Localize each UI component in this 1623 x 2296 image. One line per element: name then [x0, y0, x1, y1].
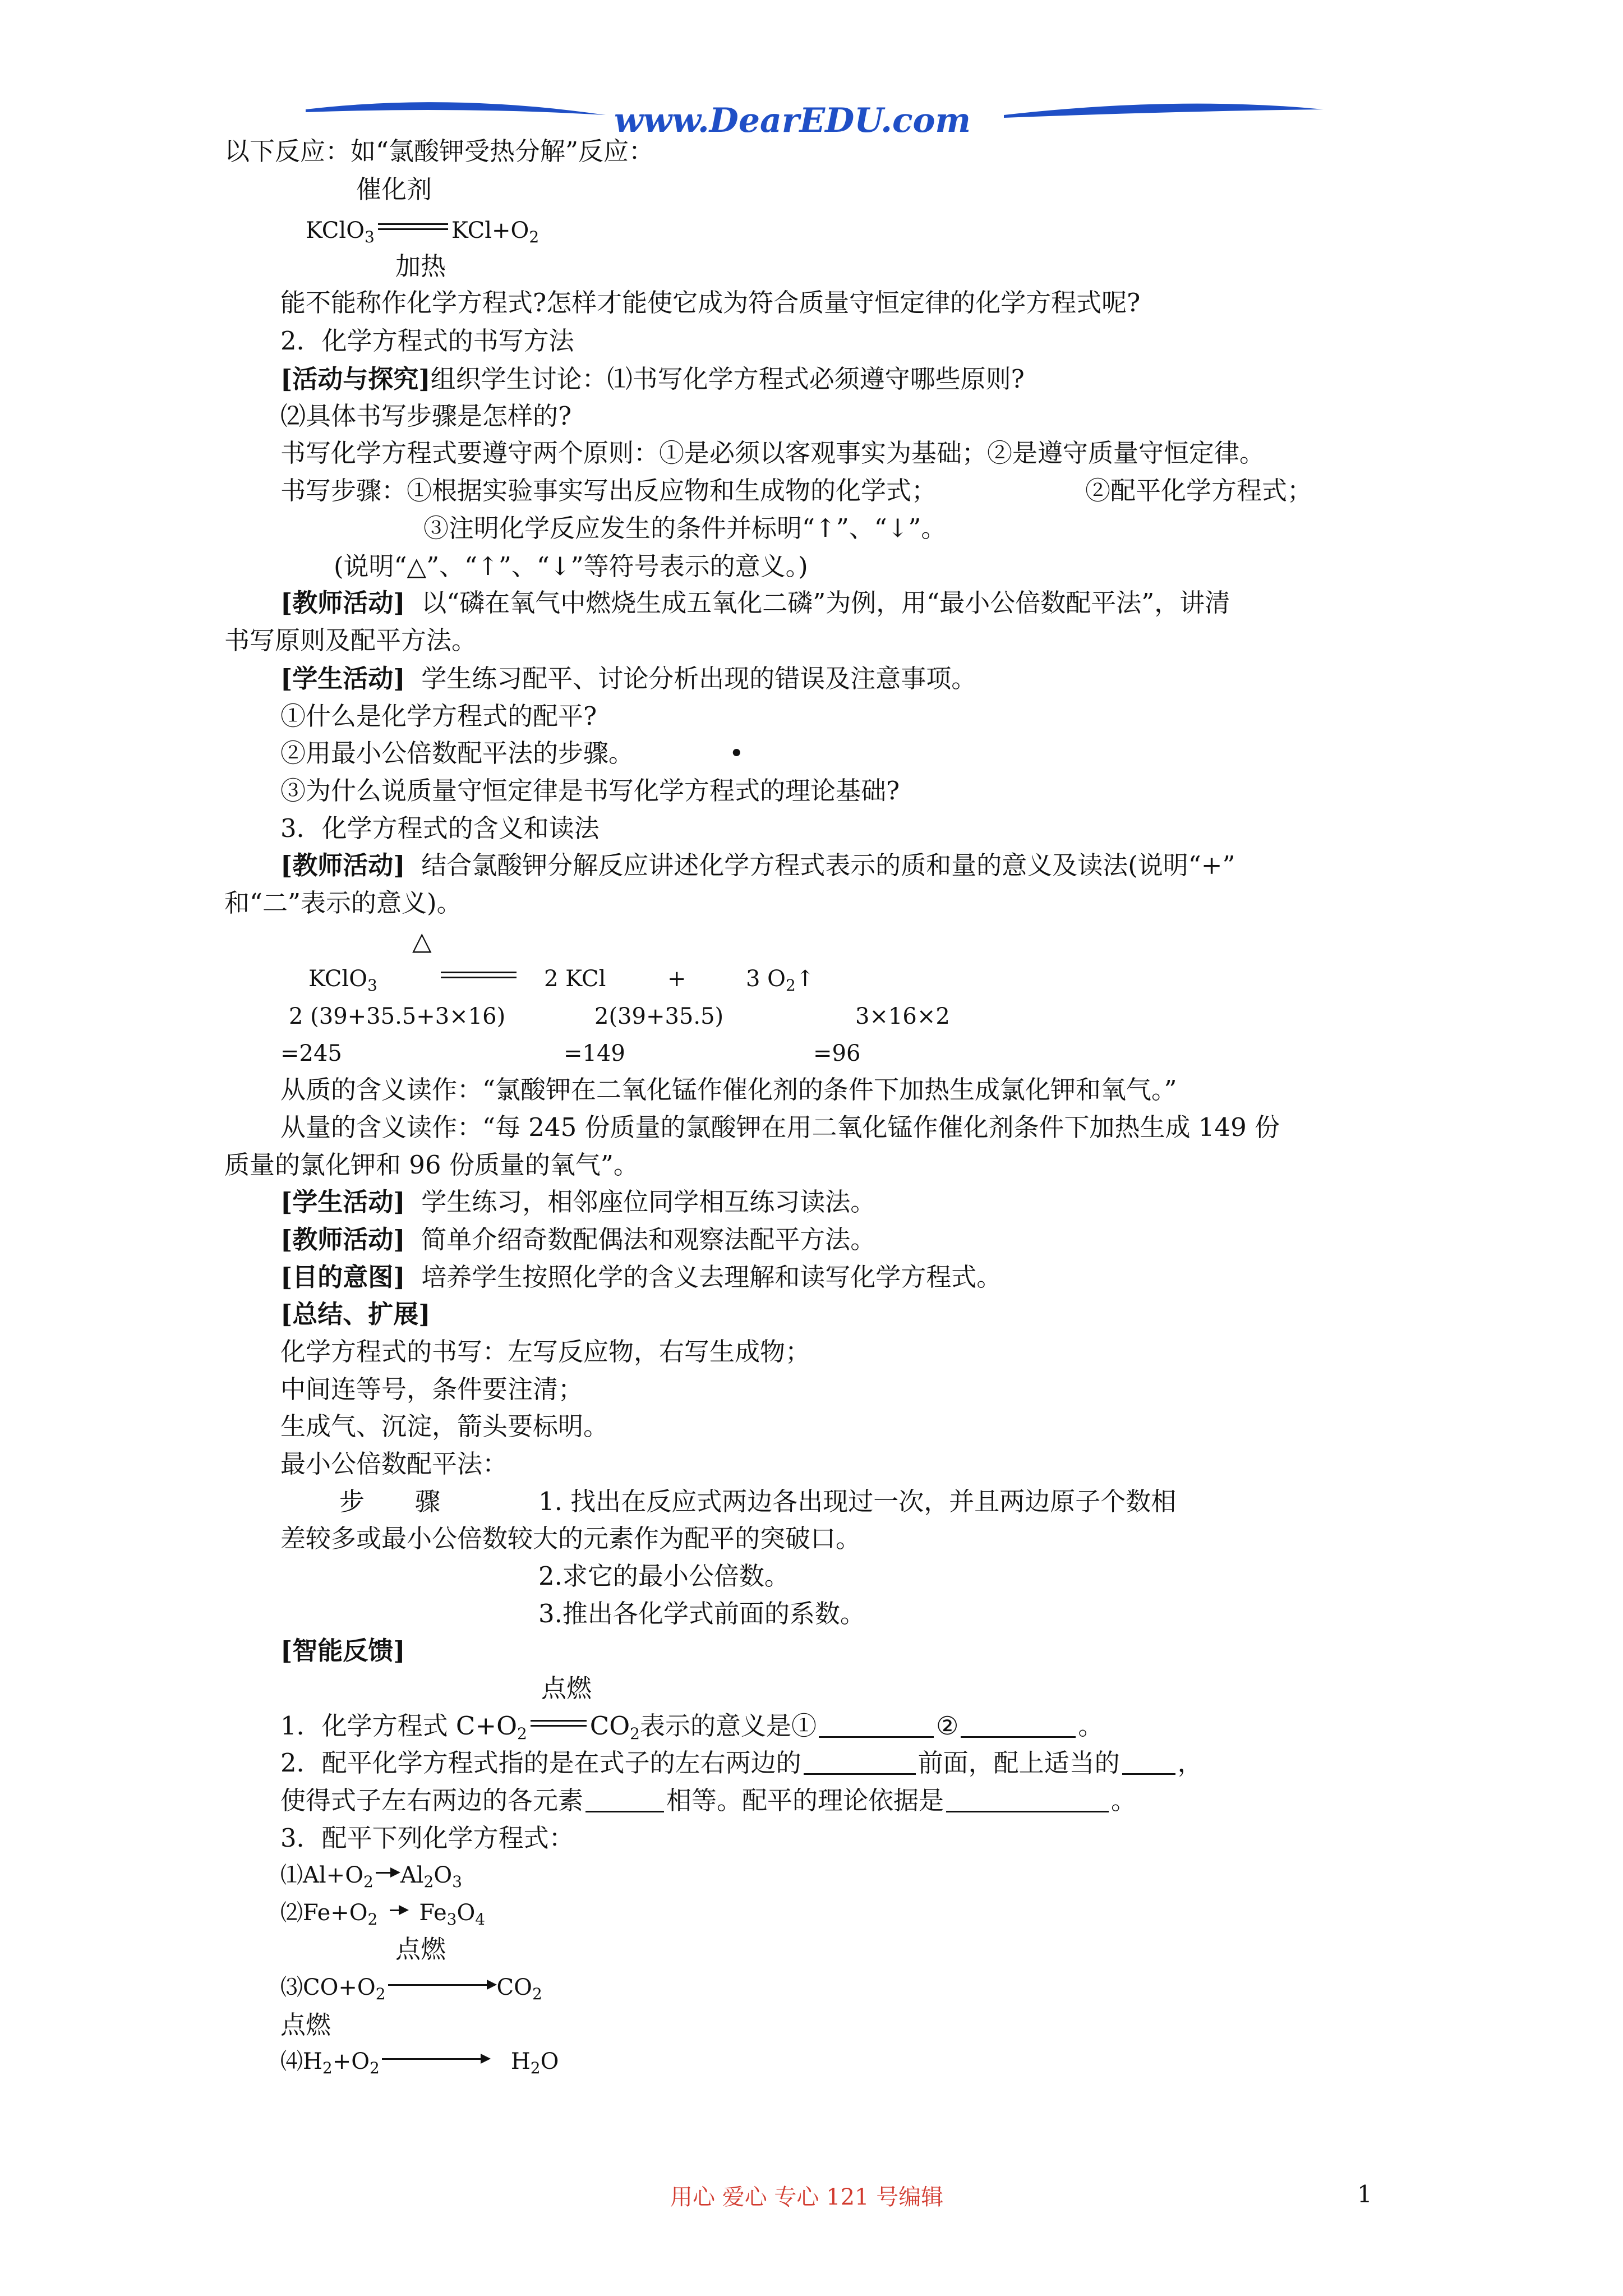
result-3: =96 [813, 1041, 861, 1066]
p2-text-c: O [457, 1900, 476, 1926]
mass-3: 3×16×2 [855, 1004, 950, 1029]
p4-text-d: O [540, 2049, 559, 2074]
teacher-activity-2-cont: 和“二”表示的意义)。 [224, 888, 462, 918]
p4-sub2: 2 [370, 2059, 380, 2077]
aim-line [280, 1260, 1002, 1294]
p4-sub: 2 [322, 2059, 333, 2077]
activity-tag: [活动与探究] [280, 364, 431, 394]
feedback-q3: 3．配平下列化学方程式： [280, 1823, 574, 1853]
fb2-blank-1[interactable] [804, 1749, 916, 1775]
page-number: 1 [1357, 2180, 1372, 2208]
teacher-activity-1-cont: 书写原则及配平方法。 [224, 625, 477, 655]
p4-ignite-label: 点燃 [280, 2010, 331, 2040]
intro-line: 以下反应：如“氯酸钾受热分解”反应： [224, 136, 654, 166]
feedback-q1 [280, 1709, 1103, 1743]
aim-tag: [目的意图] [280, 1262, 405, 1292]
problem-3 [280, 1971, 542, 2004]
student-text-2: 学生练习，相邻座位同学相互练习读法。 [421, 1187, 876, 1217]
eq1-catalyst-label: 催化剂 [356, 174, 432, 204]
teacher-text-3: 简单介绍奇数配偶法和观察法配平方法。 [421, 1225, 876, 1254]
student-activity-1 [280, 662, 976, 696]
p1-sub3: 3 [452, 1872, 462, 1891]
fb1-ignite-label: 点燃 [541, 1673, 592, 1703]
p2-text-b: Fe [419, 1900, 447, 1926]
teacher-tag-2: [教师活动] [280, 850, 405, 880]
eq1-reactant: KClO [306, 218, 365, 243]
question-line: 能不能称作化学方程式?怎样才能使它成为符合质量守恒定律的化学方程式呢? [280, 288, 1141, 318]
teacher-activity-3 [280, 1223, 875, 1257]
fb2b-text-b: 相等。配平的理论依据是 [666, 1786, 944, 1815]
eq2-kclo: KClO [308, 966, 367, 992]
site-logo: www.DearEDU.com [614, 101, 971, 140]
eq1-heat-label: 加热 [395, 251, 446, 281]
aim-text: 培养学生按照化学的含义去理解和读写化学方程式。 [421, 1262, 1002, 1292]
fb1-blank-2[interactable] [961, 1711, 1076, 1738]
lcm-heading: 最小公倍数配平法： [280, 1449, 508, 1479]
section-2-title: 2．化学方程式的书写方法 [280, 326, 574, 356]
eq1-equals-sign [378, 223, 448, 230]
problem-1 [280, 1858, 462, 1892]
p4-arrow [382, 2058, 488, 2060]
p4-text-c: H [510, 2049, 531, 2074]
p3-sub: 2 [375, 1985, 386, 2003]
fb2-blank-2[interactable] [1122, 1749, 1175, 1775]
symbols-explanation: (说明“△”、“↑”、“↓”等符号表示的意义。) [334, 551, 808, 581]
summary-heading: [总结、扩展] [280, 1299, 431, 1329]
feedback-q2 [280, 1746, 1203, 1780]
eq2-plus: + [667, 966, 686, 992]
lcm-step-2: 2.求它的最小公倍数。 [538, 1561, 790, 1591]
fb1-sub: 2 [517, 1724, 527, 1743]
student-tag-1: [学生活动] [280, 664, 405, 693]
activity-text: 组织学生讨论：⑴书写化学方程式必须遵守哪些原则? [430, 364, 1025, 394]
summary-line-3: 生成气、沉淀，箭头要标明。 [280, 1411, 609, 1441]
lcm-step-3: 3.推出各化学式前面的系数。 [538, 1599, 865, 1628]
p4-text-a: ⑷H [280, 2049, 322, 2074]
p3-arrow [388, 1984, 495, 1986]
teacher-tag-3: [教师活动] [280, 1225, 405, 1254]
student-activity-2 [280, 1185, 875, 1219]
reading-quantity-cont: 质量的氯化钾和 96 份质量的氧气”。 [224, 1150, 639, 1180]
p2-arrow [390, 1910, 407, 1911]
eq1-products: KCl+O [451, 218, 529, 243]
mass-2: 2(39+35.5) [594, 1004, 724, 1029]
p3-sub2: 2 [532, 1985, 542, 2003]
teacher-activity-2 [280, 849, 1235, 882]
p3-text-b: CO [496, 1975, 532, 2000]
section-3-title: 3．化学方程式的含义和读法 [280, 813, 600, 843]
eq2-sub2: 2 [785, 976, 796, 995]
eq1-sub2: 2 [529, 228, 540, 246]
p1-arrow [376, 1872, 398, 1874]
eq2-equals [437, 962, 520, 996]
p2-sub: 2 [367, 1910, 378, 1929]
reading-quantity: 从量的含义读作：“每 245 份质量的氯酸钾在用二氧化锰作催化剂条件下加热生成 149 份 [280, 1112, 1280, 1142]
steps-line-3: ③注明化学反应发生的条件并标明“↑”、“↓”。 [423, 513, 947, 543]
activity-question-2: ⑵具体书写步骤是怎样的? [280, 401, 572, 431]
eq1-sub: 3 [365, 228, 375, 246]
eq2-delta: △ [412, 926, 432, 956]
fb2-text-c: ， [1177, 1748, 1203, 1778]
result-2: =149 [564, 1041, 625, 1066]
mass-1: 2 (39+35.5+3×16) [289, 1004, 506, 1029]
p2-sub3: 3 [446, 1910, 457, 1929]
feedback-heading: [智能反馈] [280, 1636, 405, 1665]
footer-text: 用心 爱心 专心 121 号编辑 [670, 2184, 944, 2210]
fb2b-blank-1[interactable] [585, 1786, 664, 1812]
problem-4 [280, 2045, 559, 2078]
lcm-step-1: 1. 找出在反应式两边各出现过一次，并且两边原子个数相 [538, 1487, 1177, 1516]
teacher-activity-1 [280, 586, 1230, 620]
fb2-text-a: 2．配平化学方程式指的是在式子的左右两边的 [280, 1748, 801, 1778]
eq2-o: 3 O [746, 966, 786, 992]
equation-1 [306, 214, 539, 247]
p3-text-a: ⑶CO+O [280, 1975, 376, 2000]
question-item-3: ③为什么说质量守恒定律是书写化学方程式的理论基础? [280, 776, 900, 806]
p1-sub: 2 [363, 1872, 374, 1891]
principles-line: 书写化学方程式要遵守两个原则：①是必须以客观事实为基础；②是遵守质量守恒定律。 [280, 438, 1265, 468]
p4-text-b: +O [332, 2049, 370, 2074]
p2-sub4: 4 [475, 1910, 486, 1929]
fb2b-text-c: 。 [1111, 1786, 1137, 1815]
question-item-2: ②用最小公倍数配平法的步骤。 [280, 738, 634, 768]
lcm-step-1-cont: 差较多或最小公倍数较大的元素作为配平的突破口。 [280, 1524, 861, 1553]
eq2-equals-sign [441, 972, 517, 978]
fb2b-blank-2[interactable] [946, 1786, 1109, 1812]
result-1: =245 [280, 1041, 342, 1066]
fb1-blank-1[interactable] [819, 1711, 934, 1738]
summary-line-1: 化学方程式的书写：左写反应物，右写生成物； [280, 1337, 811, 1366]
eq2-up-arrow: ↑ [795, 966, 815, 992]
teacher-tag-1: [教师活动] [280, 588, 405, 618]
steps-line-1: 书写步骤：①根据实验事实写出反应物和生成物的化学式； [280, 476, 937, 505]
fb2-text-b: 前面，配上适当的 [917, 1748, 1120, 1778]
p1-text-b: Al [400, 1862, 424, 1888]
fb1-text-c: 表示的意义是① [639, 1711, 817, 1741]
summary-line-2: 中间连等号，条件要注清； [280, 1374, 584, 1404]
teacher-text-1: 以“磷在氧气中燃烧生成五氧化二磷”为例，用“最小公倍数配平法”，讲清 [421, 588, 1230, 618]
fb1-text-a: 1．化学方程式 C+O [280, 1711, 517, 1741]
p4-sub3: 2 [530, 2059, 541, 2077]
fb1-sub-b: 2 [630, 1724, 640, 1743]
eq2-sub3: 3 [367, 976, 377, 995]
eq2-oxygen [746, 962, 814, 996]
problem-2 [280, 1896, 485, 1930]
reading-quality: 从质的含义读作：“氯酸钾在二氧化锰作催化剂的条件下加热生成氯化钾和氧气。” [280, 1075, 1177, 1105]
p2-text-a: ⑵Fe+O [280, 1900, 368, 1926]
fb1-text-d: ② [935, 1711, 959, 1741]
fb1-equals-sign [531, 1720, 587, 1727]
eq2-kcl: 2 KCl [544, 966, 606, 992]
p3-ignite-label: 点燃 [395, 1934, 446, 1964]
student-tag-2: [学生活动] [280, 1187, 405, 1217]
student-text-1: 学生练习配平、讨论分析出现的错误及注意事项。 [421, 664, 977, 693]
p1-text-a: ⑴Al+O [280, 1862, 363, 1888]
teacher-text-2: 结合氯酸钾分解反应讲述化学方程式表示的质和量的意义及读法(说明“+” [421, 850, 1235, 880]
p1-text-c: O [434, 1862, 453, 1888]
fb1-text-b: CO [589, 1711, 630, 1741]
steps-line-2: ②配平化学方程式； [1085, 476, 1313, 505]
lcm-steps-label: 步 骤 [339, 1487, 441, 1516]
fb1-text-e: 。 [1078, 1711, 1104, 1741]
p1-sub2: 2 [423, 1872, 434, 1891]
stray-dot: • [729, 738, 744, 768]
eq2-reactant [308, 962, 377, 996]
activity-line [280, 362, 1025, 396]
fb2b-text-a: 使得式子左右两边的各元素 [280, 1786, 584, 1815]
question-item-1: ①什么是化学方程式的配平? [280, 701, 597, 731]
feedback-q2-cont [280, 1784, 1136, 1818]
